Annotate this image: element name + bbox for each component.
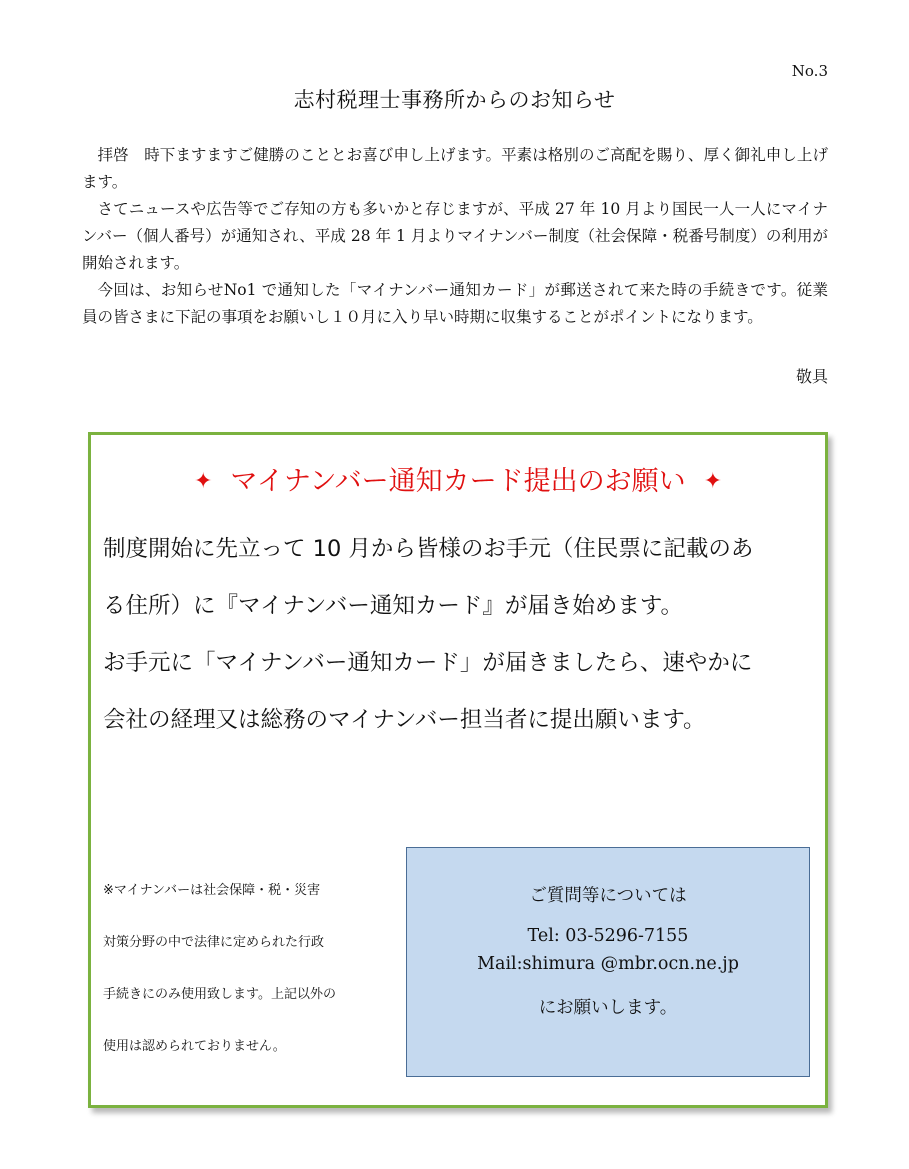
usage-note-line: 対策分野の中で法律に定められた行政 <box>103 935 325 950</box>
contact-outro: にお願いします。 <box>538 998 678 1018</box>
notice-heading-text: マイナンバー通知カード提出のお願い <box>230 466 686 497</box>
letter-paragraph: 拝啓 時下ますますご健勝のこととお喜び申し上げます。平素は格別のご高配を賜り、厚く御礼申し上げます。 <box>82 146 828 191</box>
usage-note-line: ※マイナンバーは社会保障・税・災害 <box>103 883 321 898</box>
document-title: 志村税理士事務所からのお知らせ <box>293 88 616 112</box>
contact-tel: Tel: 03-5296-7155 <box>527 926 689 946</box>
notice-body-line: 制度開始に先立って 10 月から皆様のお手元（住民票に記載のあ <box>103 536 754 562</box>
notice-body-line: 会社の経理又は総務のマイナンバー担当者に提出願います。 <box>103 707 706 733</box>
usage-note-line: 手続きにのみ使用致します。上記以外の <box>103 987 336 1002</box>
notice-body <box>103 521 815 749</box>
notice-body-line: お手元に「マイナンバー通知カード」が届きましたら、速やかに <box>103 650 753 676</box>
letter-body <box>82 142 828 331</box>
letter-paragraph: 今回は、お知らせNo1 で通知した「マイナンバー通知カード」が郵送されて来た時の手続きです。従業員の皆さまに下記の事項をお願いし１０月に入り早い時期に収集することがポイントになります。 <box>82 281 828 326</box>
letter-paragraph: さてニュースや広告等でご存知の方も多いかと存じますが、平成 27 年 10 月より国民一人一人にマイナンバー（個人番号）が通知され、平成 28 年 1 月よりマイナンバー制度（社会保障・税番号制度）の利用が開始されます。 <box>82 200 828 272</box>
star-icon: ✦ <box>703 469 723 494</box>
contact-intro: ご質問等については <box>529 886 687 906</box>
notice-body-line: る住所）に『マイナンバー通知カード』が届き始めます。 <box>103 593 684 619</box>
notice-box <box>88 432 828 1108</box>
document-number: No.3 <box>791 62 828 80</box>
notice-heading <box>91 459 825 498</box>
star-icon: ✦ <box>193 469 213 494</box>
usage-note <box>103 865 393 1073</box>
usage-note-line: 使用は認められておりません。 <box>103 1039 286 1054</box>
letter-closing: 敬具 <box>795 367 828 386</box>
contact-box <box>406 847 810 1077</box>
contact-mail: Mail:shimura @mbr.ocn.ne.jp <box>477 954 739 974</box>
